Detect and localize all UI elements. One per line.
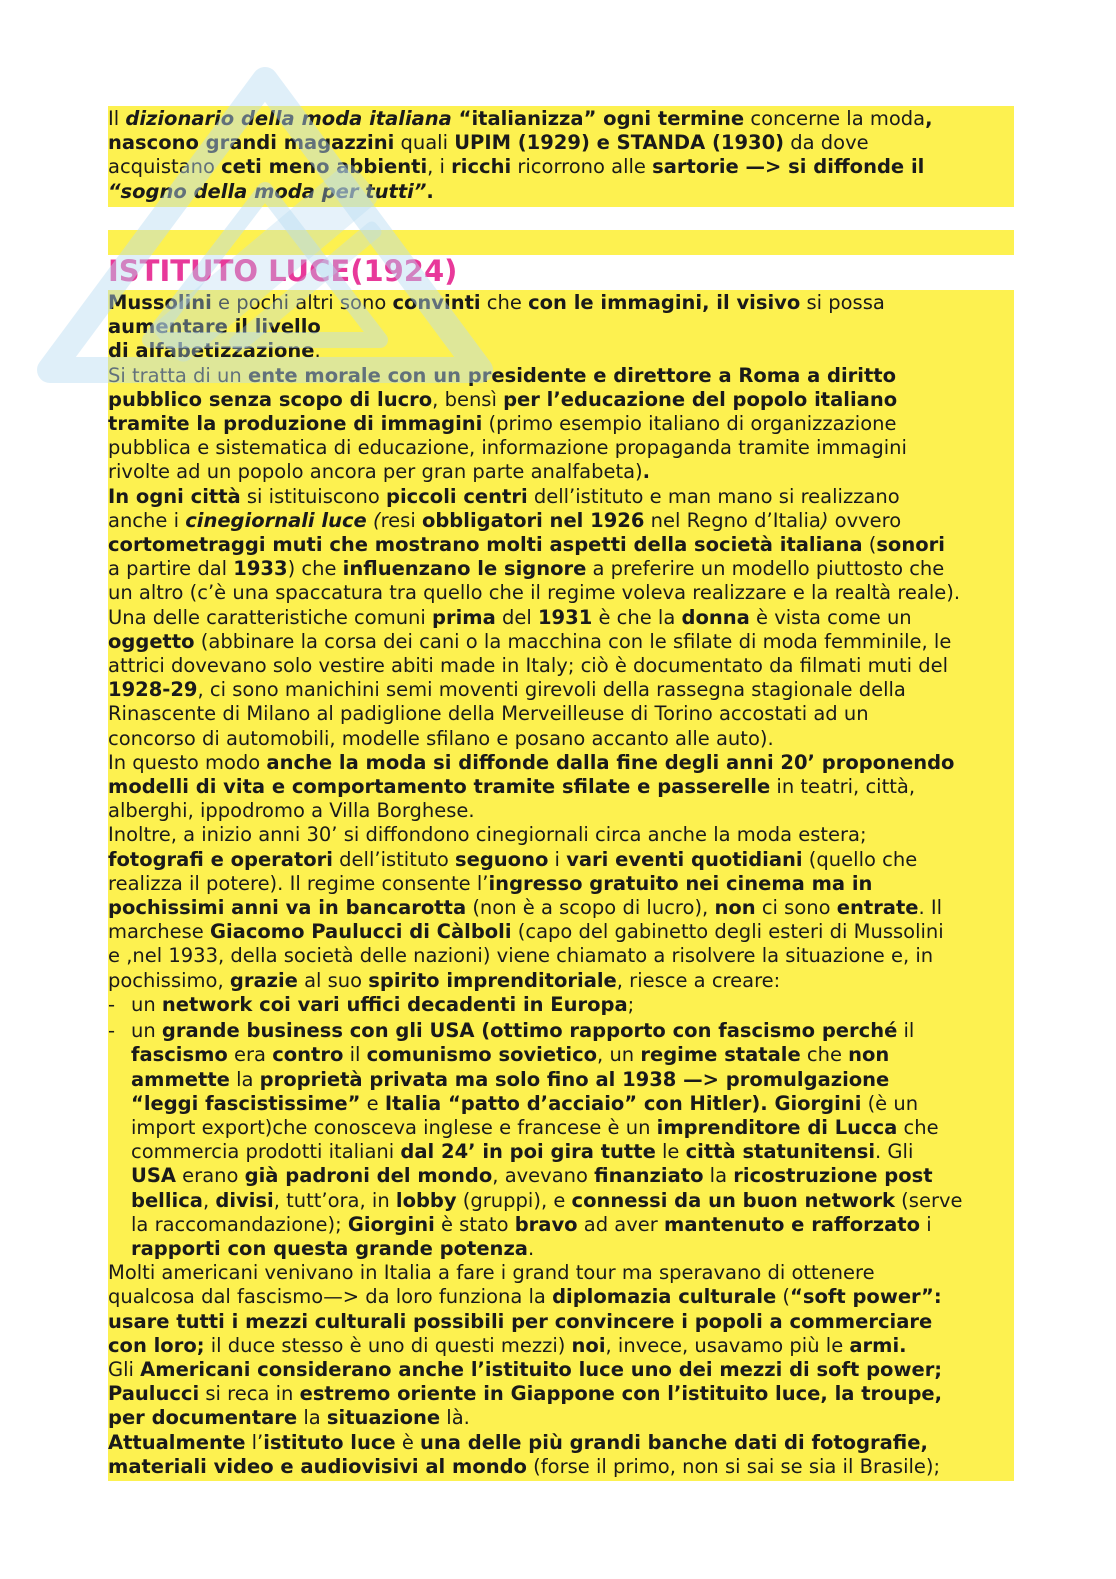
highlight-spacer-bar [108,230,1014,255]
text-line: Gli Americani considerano anche l’istituito luce uno dei mezzi di soft power; [108,1357,943,1381]
text-line: Rinascente di Milano al padiglione della Merveilleuse di Torino accostati ad un [108,702,869,726]
bullet-dash: - [108,1019,116,1043]
text-line: oggetto (abbinare la corsa dei cani o la macchina con le sfilate di moda femminile, le [108,629,952,653]
text-line: pubblico senza scopo di lucro, bensì per l’educazione del popolo italiano [108,387,898,411]
text-line: alberghi, ippodromo a Villa Borghese. [108,799,475,823]
bullet-line: bellica, divisi, tutt’ora, in lobby (gruppi), e connessi da un buon network (serve [131,1188,963,1212]
text-line: pochissimi anni va in bancarotta (non è a scopo di lucro), non ci sono entrate. Il [108,896,943,920]
section-heading: ISTITUTO LUCE(1924) [108,254,458,288]
text-line: fotografi e operatori dell’istituto seguono i vari eventi quotidiani (quello che [108,847,918,871]
bullet-line: USA erano già padroni del mondo, avevano finanziato la ricostruzione post [131,1164,933,1188]
bullet-line: fascismo era contro il comunismo sovietico, un regime statale che non [131,1043,890,1067]
text-line: cortometraggi muti che mostrano molti aspetti della società italiana (sonori [108,533,945,557]
text-line: Si tratta di un ente morale con un presidente e direttore a Roma a diritto [108,363,897,387]
bullet-line: import export)che conosceva inglese e francese è un imprenditore di Lucca che [131,1115,939,1139]
text-line: concorso di automobili, modelle sfilano e posano accanto alle auto). [108,726,774,750]
text-line: Paulucci si reca in estremo oriente in Giappone con l’istituito luce, la troupe, [108,1382,943,1406]
text-line: aumentare il livello [108,315,321,339]
text-line: Attualmente l’istituto luce è una delle più grandi banche dati di fotografie, [108,1430,928,1454]
bullet-line: la raccomandazione); Giorgini è stato bravo ad aver mantenuto e rafforzato i [131,1212,932,1236]
intro-highlight-block [108,106,1014,207]
text-line: per documentare la situazione là. [108,1406,470,1430]
text-line: qualcosa dal fascismo—> da loro funziona la diplomazia culturale (“soft power”: [108,1285,942,1309]
text-line: Inoltre, a inizio anni 30’ si diffondono cinegiornali circa anche la moda estera; [108,823,867,847]
text-line: di alfabetizzazione. [108,339,321,363]
text-line: Molti americani venivano in Italia a fare i grand tour ma speravano di ottenere [108,1261,875,1285]
text-line: In ogni città si istituiscono piccoli centri dell’istituto e man mano si realizzano [108,484,900,508]
body-highlight-block [108,290,1014,1481]
text-line: con loro; il duce stesso è uno di questi mezzi) noi, invece, usavamo più le armi. [108,1333,907,1357]
text-line: tramite la produzione di immagini (primo esempio italiano di organizzazione [108,412,897,436]
text-line: e ,nel 1933, della società delle nazioni) viene chiamato a risolvere la situazione e, in [108,944,934,968]
text-line: pubblica e sistematica di educazione, informazione propaganda tramite immagini [108,436,907,460]
text-line: Mussolini e pochi altri sono convinti che con le immagini, il visivo si possa [108,291,885,314]
text-line: realizza il potere). Il regime consente l’ingresso gratuito nei cinema ma in [108,871,873,895]
text-line: In questo modo anche la moda si diffonde dalla fine degli anni 20’ proponendo [108,750,955,774]
text-line: materiali video e audiovisivi al mondo (forse il primo, non si sai se sia il Brasile); [108,1454,941,1478]
text-line: attrici dovevano solo vestire abiti made in Italy; ciò è documentato da filmati muti del [108,654,949,678]
text-line: rivolte ad un popolo ancora per gran parte analfabeta). [108,460,651,484]
text-line: marchese Giacomo Paulucci di Càlboli (capo del gabinetto degli esteri di Mussolini [108,920,944,944]
bullet-line: commercia prodotti italiani dal 24’ in poi gira tutte le città statunitensi. Gli [131,1140,914,1164]
text-line: usare tutti i mezzi culturali possibili per convincere i popoli a commerciare [108,1309,933,1333]
text-line: Il dizionario della moda italiana “italianizza” ogni termine concerne la moda, [108,107,933,130]
bullet-line: “leggi fascistissime” e Italia “patto d’acciaio” con Hitler). Giorgini (è un [131,1091,919,1115]
bullet-item: - un network coi vari uffici decadenti in Europa; [108,992,635,1016]
text-line: un altro (c’è una spaccatura tra quello che il regime voleva realizzare e la realtà reale). [108,581,961,605]
text-line: “sogno della moda per tutti”. [108,179,434,203]
bullet-item: - un grande business con gli USA (ottimo rapporto con fascismo perché il [108,1019,915,1043]
text-line: a partire dal 1933) che influenzano le signore a preferire un modello piuttosto che [108,557,945,581]
text-line: acquistano ceti meno abbienti, i ricchi ricorrono alle sartorie —> si diffonde il [108,155,925,179]
text-line: anche i cinegiornali luce (resi obbligatori nel 1926 nel Regno d’Italia) ovvero [108,508,902,532]
text-line: modelli di vita e comportamento tramite sfilate e passerelle in teatri, città, [108,775,916,799]
text-line: nascono grandi magazzini quali UPIM (1929) e STANDA (1930) da dove [108,131,869,155]
text-line: 1928-29, ci sono manichini semi moventi girevoli della rassegna stagionale della [108,678,906,702]
bullet-dash: - [108,992,116,1016]
bullet-line: ammette la proprietà privata ma solo fino al 1938 —> promulgazione [131,1067,890,1091]
text-line: Una delle caratteristiche comuni prima del 1931 è che la donna è vista come un [108,605,912,629]
bullet-line: rapporti con questa grande potenza. [131,1236,535,1260]
text-line: pochissimo, grazie al suo spirito imprenditoriale, riesce a creare: [108,968,781,992]
